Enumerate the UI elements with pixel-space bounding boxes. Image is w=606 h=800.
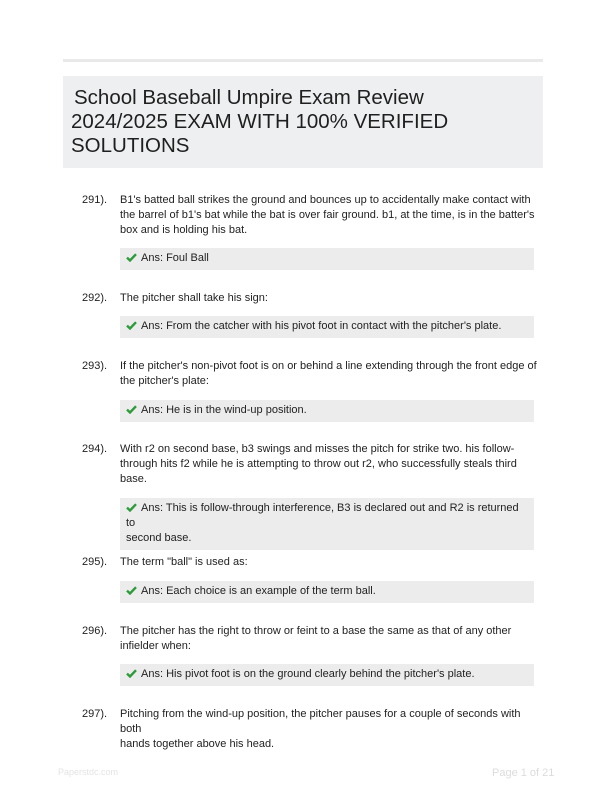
question-line: base.	[120, 473, 147, 485]
question-number: 292).	[82, 292, 108, 304]
question-line: The term "ball" is used as:	[120, 556, 248, 568]
answer-box	[120, 248, 534, 270]
question-line: infielder when:	[120, 640, 191, 652]
check-icon	[126, 253, 138, 262]
answer-box	[120, 498, 534, 550]
answer-text: Ans: His pivot foot is on the ground clearly behind the pitcher's plate.	[141, 668, 475, 680]
answer-box	[120, 664, 534, 686]
document-title	[63, 76, 543, 168]
page-number: Page 1 of 21	[492, 767, 555, 779]
footer-watermark: Paperstdc.com	[58, 767, 119, 777]
answer-text: Ans: From the catcher with his pivot foot in contact with the pitcher's plate.	[141, 320, 502, 332]
check-icon	[126, 586, 138, 595]
answer-box	[120, 400, 534, 422]
question-number: 297).	[82, 708, 108, 720]
question-number: 296).	[82, 625, 108, 637]
question-line: box and is holding his bat.	[120, 224, 248, 236]
answer-text: second base.	[126, 532, 192, 544]
question-line: The pitcher shall take his sign:	[120, 292, 268, 304]
question-text	[120, 624, 538, 654]
question-line: B1's batted ball strikes the ground and bounces up to accidentally make contact with	[120, 194, 531, 206]
question-text	[120, 555, 538, 570]
question-line: The pitcher has the right to throw or feint to a base the same as that of any other	[120, 625, 512, 637]
question-line: If the pitcher's non-pivot foot is on or behind a line extending through the front edge of	[120, 360, 537, 372]
question-line: through hits f2 while he is attempting to throw out r2, who successfully steals third	[120, 458, 517, 470]
check-icon	[126, 669, 138, 678]
question-number: 291).	[82, 194, 108, 206]
question-text	[120, 707, 538, 752]
question-number: 293).	[82, 360, 108, 372]
answer-box	[120, 316, 534, 338]
question-line: Pitching from the wind-up position, the pitcher pauses for a couple of seconds with both	[120, 708, 521, 735]
answer-text: Ans: Each choice is an example of the term ball.	[141, 585, 376, 597]
check-icon	[126, 503, 138, 512]
question-number: 294).	[82, 443, 108, 455]
question-number: 295).	[82, 556, 108, 568]
top-divider	[63, 59, 543, 62]
title-line-1: School Baseball Umpire Exam Review	[74, 86, 424, 109]
answer-box	[120, 581, 534, 603]
question-text	[120, 442, 538, 487]
question-text	[120, 193, 538, 238]
check-icon	[126, 405, 138, 414]
check-icon	[126, 321, 138, 330]
answer-text: Ans: This is follow-through interference, B3 is declared out and R2 is returned to	[126, 502, 519, 529]
question-text	[120, 359, 538, 389]
question-text	[120, 291, 538, 306]
title-line-2: 2024/2025 EXAM WITH 100% VERIFIED	[71, 110, 449, 133]
answer-text: Ans: Foul Ball	[141, 252, 209, 264]
question-line: the pitcher's plate:	[120, 375, 209, 387]
question-line: the barrel of b1's bat while the bat is over fair ground. b1, at the time, is in the batter's	[120, 209, 535, 221]
answer-text: Ans: He is in the wind-up position.	[141, 404, 307, 416]
question-line: With r2 on second base, b3 swings and misses the pitch for strike two. his follow-	[120, 443, 515, 455]
question-line: hands together above his head.	[120, 738, 275, 750]
title-line-3: SOLUTIONS	[71, 134, 190, 157]
